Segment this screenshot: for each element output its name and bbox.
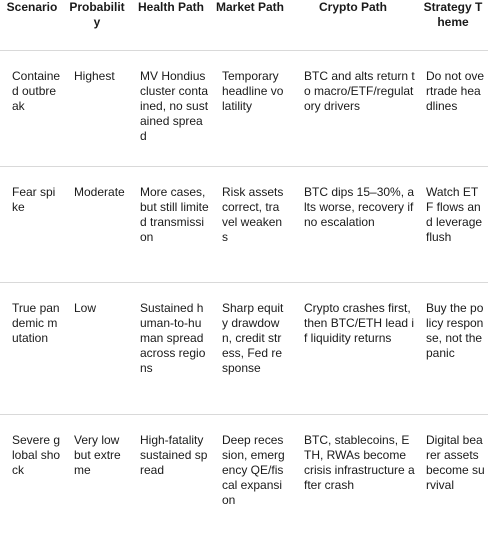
table-row bbox=[0, 167, 488, 283]
cell-health-path: More cases, but still limited transmission bbox=[130, 167, 212, 283]
header-health-path: Health Path bbox=[130, 0, 212, 51]
header-strategy-theme: Strategy Theme bbox=[418, 0, 488, 51]
cell-probability: Highest bbox=[64, 51, 130, 167]
cell-health-path: High-fatality sustained spread bbox=[130, 415, 212, 543]
table-row bbox=[0, 51, 488, 167]
table-row bbox=[0, 283, 488, 415]
cell-health-path: Sustained human-to-human spread across regions bbox=[130, 283, 212, 415]
cell-scenario: Severe global shock bbox=[0, 415, 64, 543]
header-probability: Probability bbox=[64, 0, 130, 51]
cell-market-path: Deep recession, emergency QE/fiscal expansion bbox=[212, 415, 288, 543]
header-crypto-path: Crypto Path bbox=[288, 0, 418, 51]
cell-crypto-path: BTC dips 15–30%, alts worse, recovery if no escalation bbox=[288, 167, 418, 283]
cell-probability: Low bbox=[64, 283, 130, 415]
cell-crypto-path: BTC, stablecoins, ETH, RWAs become crisis infrastructure after crash bbox=[288, 415, 418, 543]
table-row bbox=[0, 415, 488, 543]
cell-strategy-theme: Digital bearer assets become survival bbox=[418, 415, 488, 543]
cell-crypto-path: BTC and alts return to macro/ETF/regulatory drivers bbox=[288, 51, 418, 167]
cell-scenario: Fear spike bbox=[0, 167, 64, 283]
table-header bbox=[0, 0, 488, 51]
cell-probability: Very low but extreme bbox=[64, 415, 130, 543]
header-market-path: Market Path bbox=[212, 0, 288, 51]
header-row bbox=[0, 0, 488, 51]
header-scenario: Scenario bbox=[0, 0, 64, 51]
cell-health-path: MV Hondius cluster contained, no sustained spread bbox=[130, 51, 212, 167]
cell-scenario: Contained outbreak bbox=[0, 51, 64, 167]
cell-market-path: Sharp equity drawdown, credit stress, Fed response bbox=[212, 283, 288, 415]
cell-market-path: Temporary headline volatility bbox=[212, 51, 288, 167]
table-body bbox=[0, 51, 488, 543]
cell-probability: Moderate bbox=[64, 167, 130, 283]
cell-strategy-theme: Do not overtrade headlines bbox=[418, 51, 488, 167]
cell-scenario: True pandemic mutation bbox=[0, 283, 64, 415]
cell-crypto-path: Crypto crashes first, then BTC/ETH lead if liquidity returns bbox=[288, 283, 418, 415]
cell-market-path: Risk assets correct, travel weakens bbox=[212, 167, 288, 283]
cell-strategy-theme: Watch ETF flows and leverage flush bbox=[418, 167, 488, 283]
cell-strategy-theme: Buy the policy response, not the panic bbox=[418, 283, 488, 415]
